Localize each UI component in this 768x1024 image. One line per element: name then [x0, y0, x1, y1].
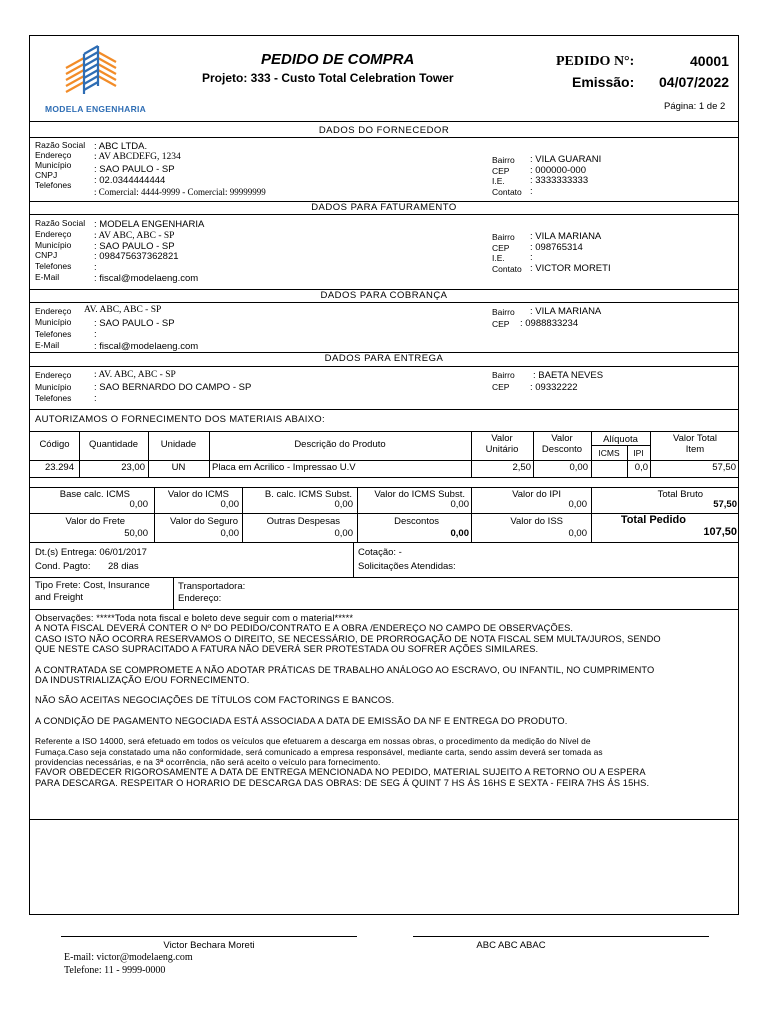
obs-p5-l2: Fumaça.Caso seja constatado uma não conformidade, será comunicado a empresa responsável, mediante carta, sendo assim deverá ser tomada as [35, 746, 603, 757]
obs-p1-l1: A NOTA FISCAL DEVERÁ CONTER O Nº DO PEDIDO/CONTRATO E A OBRA /ENDEREÇO NO CAMPO DE OBSERVAÇÕES. [35, 623, 574, 634]
header-descricao: Descrição do Produto [294, 439, 386, 450]
page-title: PEDIDO DE COMPRA [261, 51, 415, 68]
value-bairro: : VILA GUARANI [530, 154, 602, 165]
value-cnpj: : 098475637362821 [94, 251, 179, 263]
header-valor-unitario-l1: Valor [491, 433, 513, 444]
obs-p5-l3: providencias necessárias, e na 3ª ocorrência, não será aceito o veículo para fornecimento. [35, 757, 381, 768]
cotacao: Cotação: - [358, 547, 402, 558]
value-razao-social: : ABC LTDA. [94, 141, 148, 152]
total-valor-ipi-value: 0,00 [568, 499, 587, 510]
value-endereco: : AV ABCDEFG, 1234 [94, 152, 181, 163]
cobranca-endereco: AV. ABC, ABC - SP [84, 305, 162, 315]
label-cep: CEP [492, 319, 510, 329]
value-email: : fiscal@modelaeng.com [94, 272, 199, 284]
value-telefones: : [94, 262, 97, 274]
header-unidade: Unidade [160, 439, 197, 450]
label-endereco: Endereço [35, 306, 72, 316]
tipo-frete-l1: Tipo Frete: Cost, Insurance [35, 580, 150, 591]
label-bairro: Bairro [492, 155, 515, 165]
label-ie: I.E. [492, 253, 505, 263]
label-municipio: Município [35, 317, 72, 328]
faturamento-right-labels [492, 232, 522, 274]
value-telefones: : [94, 393, 97, 404]
total-valor-icms-value: 0,00 [220, 499, 239, 510]
value-endereco: : AV ABC, ABC - SP [94, 230, 175, 241]
value-cep: : 09332222 [530, 381, 578, 393]
header-valor-desconto-l1: Valor [551, 433, 573, 444]
signer-telefone: Telefone: 11 - 9999-0000 [64, 965, 166, 976]
cobranca-right-values [520, 306, 602, 330]
logo-label: MODELA ENGENHARIA [45, 104, 147, 114]
page-number: Página: 1 de 2 [664, 101, 726, 112]
label-cep: CEP [492, 381, 510, 392]
total-frete-value: 50,00 [124, 528, 148, 539]
label-bairro: Bairro [492, 370, 515, 380]
label-telefones: Telefones [35, 180, 72, 190]
cobranca-labels [35, 306, 71, 351]
label-telefones: Telefones [35, 328, 72, 339]
value-endereco: : AV. ABC, ABC - SP [94, 370, 176, 380]
obs-p1-l3: QUE NESTE CASO SUPRACITADO A FATURA NÃO DEVERÁ SER PROTESTADA OU SOFRER AÇÕES SIMILARES. [35, 644, 539, 655]
transportadora [178, 581, 245, 605]
transportadora-endereco-label: Endereço: [178, 593, 222, 604]
label-endereco: Endereço [35, 150, 72, 160]
value-contato: : VICTOR MORETI [530, 262, 611, 274]
signature-line-left [61, 936, 357, 937]
label-telefones: Telefones [35, 261, 72, 272]
cell-ipi: 0,0 [634, 462, 648, 473]
label-cep: CEP [492, 242, 510, 253]
label-endereco: Endereço [35, 228, 72, 239]
purchase-order-form [29, 35, 739, 915]
tipo-frete-l2: and Freight [35, 592, 84, 603]
fornecedor-right-values [530, 155, 601, 197]
signature-line-right [413, 936, 709, 937]
cond-pagto-label: Cond. Pagto: [35, 561, 91, 572]
label-cep: CEP [492, 165, 510, 176]
value-razao-social: : MODELA ENGENHARIA [94, 219, 205, 230]
value-ie: : 3333333333 [530, 175, 589, 186]
project-line: Projeto: 333 - Custo Total Celebration Tower [202, 71, 454, 85]
total-pedido-label: Total Pedido [620, 514, 686, 526]
value-municipio: : SAO BERNARDO DO CAMPO - SP [94, 381, 252, 393]
value-cep: : 098765314 [530, 241, 583, 253]
label-municipio: Município [35, 160, 72, 170]
total-bruto-label: Total Bruto [657, 489, 703, 500]
header-valor-unitario-l2: Unitário [485, 444, 519, 455]
signer-right-name: ABC ABC ABAC [476, 940, 546, 951]
observacoes-title: Observações: *****Toda nota fiscal e boleto deve seguir com o material***** [35, 613, 354, 623]
signer-email: E-mail: victor@modelaeng.com [64, 952, 193, 963]
obs-p6-l2: PARA DESCARGA. RESPEITAR O HORARIO DE DESCARGA DAS OBRAS: DE SEG Á QUINT 7 HS ÁS 16HS E SEXTA - FEIRA 7HS ÁS 15HS. [35, 777, 650, 788]
value-municipio: : SAO PAULO - SP [94, 240, 175, 252]
fornecedor-values [94, 141, 266, 198]
header-quantidade: Quantidade [88, 439, 139, 450]
total-frete-label: Valor do Frete [65, 516, 125, 527]
total-bruto-value: 57,50 [713, 499, 737, 510]
label-cnpj: CNPJ [35, 250, 58, 261]
total-descontos-value: 0,00 [450, 528, 469, 539]
total-outras-despesas-label: Outras Despesas [266, 516, 340, 527]
header-ipi: IPI [633, 448, 644, 458]
value-cep: : 000000-000 [530, 164, 586, 176]
total-valor-icms-subst-label: Valor do ICMS Subst. [374, 489, 465, 500]
obs-p5-l1: Referente a ISO 14000, será efetuado em todos os veículos que efetuarem a descarga em nossas obras, o procedimento da medição do Nível de [35, 736, 591, 747]
header-valor-desconto [533, 433, 591, 455]
value-cnpj: : 02.0344444444 [94, 175, 166, 187]
total-base-icms-value: 0,00 [129, 499, 148, 510]
data-entrega: Dt.(s) Entrega: 06/01/2017 [35, 547, 147, 558]
header-icms: ICMS [598, 448, 620, 458]
entrega-values [94, 370, 251, 405]
faturamento-right-values [530, 232, 611, 274]
label-razao-social: Razão Social [35, 218, 86, 228]
value-ie: : [530, 252, 533, 263]
value-contato: : [530, 185, 533, 197]
cell-desconto: 0,00 [569, 462, 588, 473]
cell-descricao: Placa em Acrilico - Impressao U.V [212, 462, 356, 473]
value-telefones: : [94, 329, 97, 341]
total-valor-ipi-label: Valor do IPI [512, 489, 561, 500]
label-cnpj: CNPJ [35, 170, 58, 180]
header-valor-total [650, 433, 740, 455]
total-seguro-label: Valor do Seguro [170, 516, 238, 527]
header-valor-total-l1: Valor Total [672, 433, 717, 444]
label-contato: Contato [492, 263, 522, 274]
value-bairro: : BAETA NEVES [533, 370, 604, 381]
label-municipio: Município [35, 381, 72, 392]
cell-quantidade: 23,00 [121, 462, 145, 473]
label-bairro: Bairro [492, 232, 515, 242]
total-outras-despesas-value: 0,00 [334, 528, 353, 539]
signer-left-name: Victor Bechara Moreti [163, 940, 255, 951]
label-municipio: Município [35, 239, 72, 250]
header-valor-total-l2: Item [685, 444, 705, 455]
cell-codigo: 23.294 [44, 462, 74, 473]
fornecedor-right-labels [492, 155, 522, 197]
observacoes [35, 613, 661, 788]
section-faturamento-title: DADOS PARA FATURAMENTO [311, 202, 457, 213]
cell-unidade: UN [171, 462, 186, 473]
solicitacoes: Solicitações Atendidas: [358, 561, 456, 572]
pedido-label: PEDIDO N°: [556, 54, 635, 69]
total-bcalc-icms-subst-label: B. calc. ICMS Subst. [264, 489, 352, 500]
value-email: : fiscal@modelaeng.com [94, 340, 199, 352]
total-valor-icms-label: Valor do ICMS [167, 489, 229, 500]
value-bairro: : VILA MARIANA [530, 306, 602, 317]
total-iss-label: Valor do ISS [510, 516, 563, 527]
label-email: E-Mail [35, 271, 60, 282]
emissao-label: Emissão: [572, 74, 635, 90]
total-descontos-label: Descontos [394, 516, 439, 527]
logo-text [45, 104, 146, 114]
company-logo [36, 40, 156, 112]
total-iss-value: 0,00 [568, 528, 587, 539]
value-bairro: : VILA MARIANA [530, 231, 602, 242]
cobranca-values [94, 318, 198, 352]
emissao-date: 04/07/2022 [659, 74, 730, 90]
total-pedido-value: 107,50 [703, 526, 737, 538]
total-valor-icms-subst-value: 0,00 [450, 499, 469, 510]
obs-p3: NÃO SÃO ACEITAS NEGOCIAÇÕES DE TÍTULOS COM FACTORINGS E BANCOS. [35, 695, 395, 706]
label-razao-social: Razão Social [35, 140, 86, 150]
header-aliquota: Alíquota [603, 434, 638, 445]
tipo-frete [35, 580, 150, 604]
header-valor-desconto-l2: Desconto [541, 444, 583, 455]
faturamento-labels [35, 218, 85, 283]
label-endereco: Endereço [35, 370, 72, 380]
header-codigo: Código [39, 439, 70, 450]
obs-p4: A CONDIÇÃO DE PAGAMENTO NEGOCIADA ESTÁ ASSOCIADA A DATA DE EMISSÃO DA NF E ENTREGA DO PRODUTO. [35, 715, 568, 726]
pedido-number: 40001 [690, 53, 729, 69]
entrega-labels [35, 370, 71, 405]
label-telefones: Telefones [35, 393, 72, 403]
section-fornecedor-title: DADOS DO FORNECEDOR [318, 125, 450, 136]
cell-total: 57,50 [712, 462, 736, 473]
header-valor-unitario [471, 433, 533, 455]
cell-valor-unitario: 2,50 [512, 462, 531, 473]
label-email: E-Mail [35, 339, 60, 350]
entrega-right-labels [492, 370, 515, 393]
obs-p2-l2: DA INDUSTRIALIZAÇÃO E/OU FORNECIMENTO. [35, 675, 250, 686]
section-cobranca-title: DADOS PARA COBRANÇA [320, 290, 448, 301]
autorizamos-text: AUTORIZAMOS O FORNECIMENTO DOS MATERIAIS ABAIXO: [35, 414, 325, 425]
cobranca-right-labels [492, 306, 515, 330]
value-municipio: : SAO PAULO - SP [94, 163, 175, 175]
total-base-icms-label: Base calc. ICMS [59, 489, 130, 500]
label-ie: I.E. [492, 176, 505, 186]
total-bcalc-icms-subst-value: 0,00 [334, 499, 353, 510]
label-contato: Contato [492, 186, 522, 197]
obs-p6-l1: FAVOR OBEDECER RIGOROSAMENTE A DATA DE ENTREGA MENCIONADA NO PEDIDO, MATERIAL SUJEITO A RETORNO OU A ESPERA [35, 767, 646, 778]
cond-pagto-value: 28 dias [108, 561, 139, 572]
value-telefones: : Comercial: 4444-9999 - Comercial: 99999999 [94, 186, 266, 197]
value-municipio: : SAO PAULO - SP [94, 318, 175, 329]
label-bairro: Bairro [492, 307, 515, 317]
fornecedor-labels [35, 140, 85, 190]
obs-p1-l2: CASO ISTO NÃO OCORRA RESERVAMOS O DIREITO, SE NECESSÁRIO, DE PRORROGAÇÃO DE NOTA FISCAL SEM MULTA/JUROS, SENDO [35, 633, 661, 644]
faturamento-values [94, 220, 204, 285]
entrega-right-values [530, 370, 604, 393]
value-cep: : 0988833234 [520, 318, 579, 329]
section-entrega-title: DADOS PARA ENTREGA [324, 353, 444, 364]
total-seguro-value: 0,00 [220, 528, 239, 539]
transportadora-label: Transportadora: [178, 581, 246, 592]
obs-p2-l1: A CONTRATADA SE COMPROMETE A NÃO ADOTAR PRÁTICAS DE TRABALHO ANÁLOGO AO ESCRAVO, OU INFANTIL, NO CUMPRIMENTO [35, 664, 655, 675]
building-logo-icon [36, 40, 156, 102]
